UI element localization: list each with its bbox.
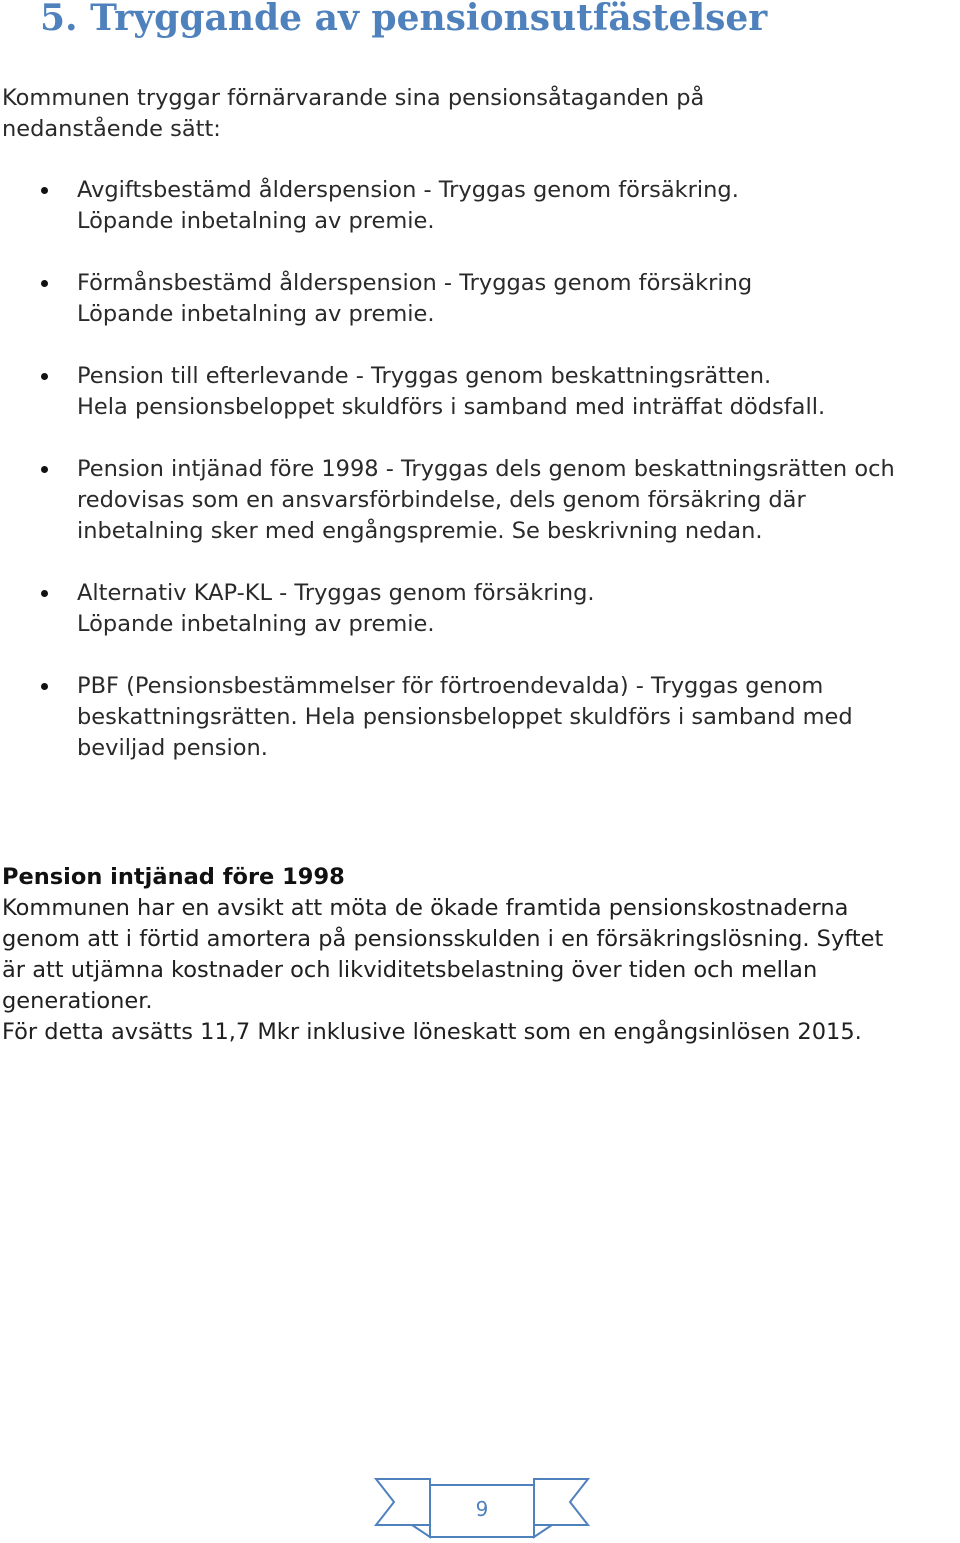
paragraph-line: Kommunen har en avsikt att möta de ökade framtida pensionskostnaderna (2, 895, 849, 921)
bullet-list (0, 175, 960, 795)
list-item-line: Alternativ KAP-KL - Tryggas genom försäkring. (77, 580, 595, 606)
list-item (0, 361, 960, 423)
paragraph-line: är att utjämna kostnader och likviditetsbelastning över tiden och mellan (2, 957, 818, 983)
list-item-line: Avgiftsbestämd ålderspension - Tryggas genom försäkring. (77, 177, 739, 203)
section-heading: 5. Tryggande av pensionsutfästelser (40, 0, 768, 39)
section-title: Pension intjänad före 1998 (2, 864, 345, 890)
list-item (0, 268, 960, 330)
list-item-line: PBF (Pensionsbestämmelser för förtroendevalda) - Tryggas genom (77, 673, 824, 699)
list-item-line: redovisas som en ansvarsförbindelse, dels genom försäkring där (77, 487, 806, 513)
list-item-line: beviljad pension. (77, 735, 268, 761)
bullet-icon (41, 373, 48, 380)
bullet-icon (41, 590, 48, 597)
list-item-line: Pension till efterlevande - Tryggas genom beskattningsrätten. (77, 363, 772, 389)
list-item-line: Löpande inbetalning av premie. (77, 208, 435, 234)
list-item (0, 175, 960, 237)
bullet-icon (41, 466, 48, 473)
list-item-line: Pension intjänad före 1998 - Tryggas dels genom beskattningsrätten och (77, 456, 895, 482)
page-number: 9 (475, 1497, 489, 1521)
intro-line: nedanstående sätt: (2, 116, 221, 142)
list-item-line: Hela pensionsbeloppet skuldförs i samband med inträffat dödsfall. (77, 394, 826, 420)
bullet-icon (41, 187, 48, 194)
paragraph-line: För detta avsätts 11,7 Mkr inklusive löneskatt som en engångsinlösen 2015. (2, 1019, 862, 1045)
list-item (0, 454, 960, 547)
intro-line: Kommunen tryggar förnärvarande sina pensionsåtaganden på (2, 85, 705, 111)
list-item-line: Förmånsbestämd ålderspension - Tryggas genom försäkring (77, 270, 753, 296)
section-paragraph (2, 893, 952, 1048)
list-item-line: inbetalning sker med engångspremie. Se beskrivning nedan. (77, 518, 763, 544)
list-item (0, 671, 960, 764)
list-item-line: beskattningsrätten. Hela pensionsbeloppet skuldförs i samband med (77, 704, 853, 730)
bullet-icon (41, 683, 48, 690)
list-item-line: Löpande inbetalning av premie. (77, 611, 435, 637)
paragraph-line: genom att i förtid amortera på pensionsskulden i en försäkringslösning. Syftet (2, 926, 884, 952)
pension-before-1998-section (2, 862, 952, 1048)
bullet-icon (41, 280, 48, 287)
paragraph-line: generationer. (2, 988, 153, 1014)
list-item-line: Löpande inbetalning av premie. (77, 301, 435, 327)
list-item (0, 578, 960, 640)
intro-paragraph (2, 83, 942, 145)
